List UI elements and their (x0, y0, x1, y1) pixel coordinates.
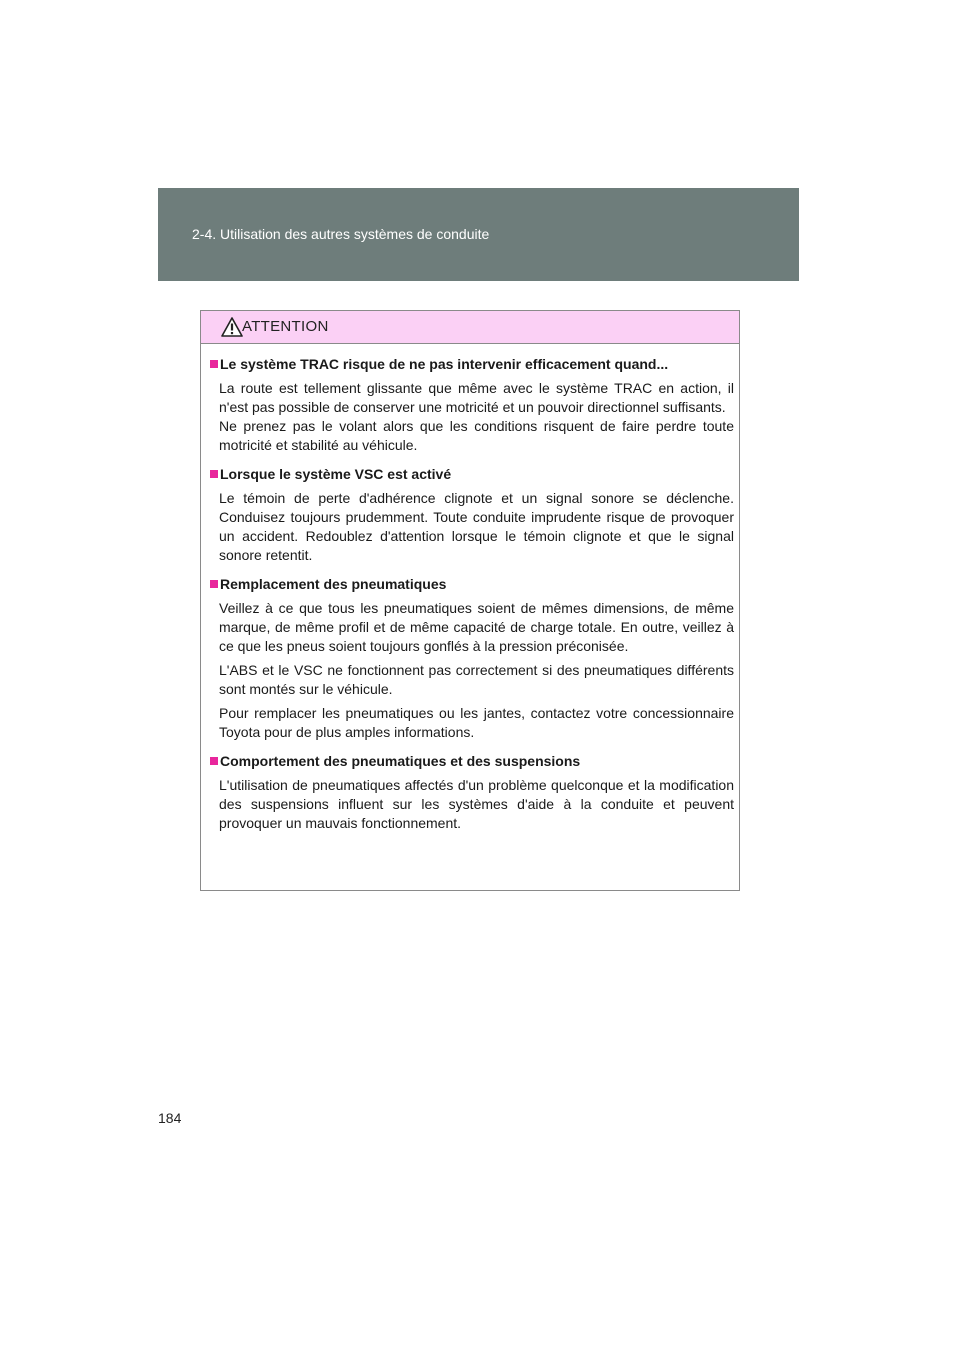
paragraph: Ne prenez pas le volant alors que les conditions risquent de faire perdre toute motricité et stabilité au véhicule. (219, 418, 734, 453)
warning-title: ATTENTION (242, 318, 329, 335)
square-bullet-icon (210, 757, 218, 765)
section-heading: Lorsque le système VSC est activé (210, 465, 739, 484)
section-heading: Remplacement des pneumatiques (210, 575, 739, 594)
paragraph: L'utilisation de pneumatiques affectés d'un problème quelconque et la modification des suspensions influent sur les systèmes d'aide à la conduite et peuvent provoquer un mauvais fonctionnement. (219, 777, 734, 831)
section-header-band (158, 188, 799, 281)
page-number: 184 (158, 1110, 182, 1126)
warning-header (201, 311, 739, 344)
warning-content (201, 355, 739, 833)
square-bullet-icon (210, 360, 218, 368)
square-bullet-icon (210, 470, 218, 478)
square-bullet-icon (210, 580, 218, 588)
section-heading: Le système TRAC risque de ne pas intervenir efficacement quand... (210, 355, 739, 374)
paragraph: Le témoin de perte d'adhérence clignote et un signal sonore se déclenche. Conduisez toujours prudemment. Toute conduite imprudente risque de provoquer un accident. Redoublez d'attention lorsque le témoin clignote et que le signal sonore retentit. (219, 490, 734, 563)
section-heading: Comportement des pneumatiques et des suspensions (210, 752, 739, 771)
warning-box (200, 310, 740, 891)
warning-triangle-icon (221, 317, 243, 337)
section-title: 2-4. Utilisation des autres systèmes de conduite (192, 226, 490, 242)
paragraph: L'ABS et le VSC ne fonctionnent pas correctement si des pneumatiques différents sont montés sur le véhicule. (219, 662, 734, 697)
paragraph: Pour remplacer les pneumatiques ou les jantes, contactez votre concessionnaire Toyota pour de plus amples informations. (219, 705, 734, 740)
paragraph: La route est tellement glissante que même avec le système TRAC en action, il n'est pas possible de conserver une motricité et un pouvoir directionnel suffisants. (219, 380, 734, 415)
paragraph: Veillez à ce que tous les pneumatiques soient de mêmes dimensions, de même marque, de même profil et de même capacité de charge totale. En outre, veillez à ce que les pneus soient toujours gonflés à la pression préconisée. (219, 600, 734, 654)
